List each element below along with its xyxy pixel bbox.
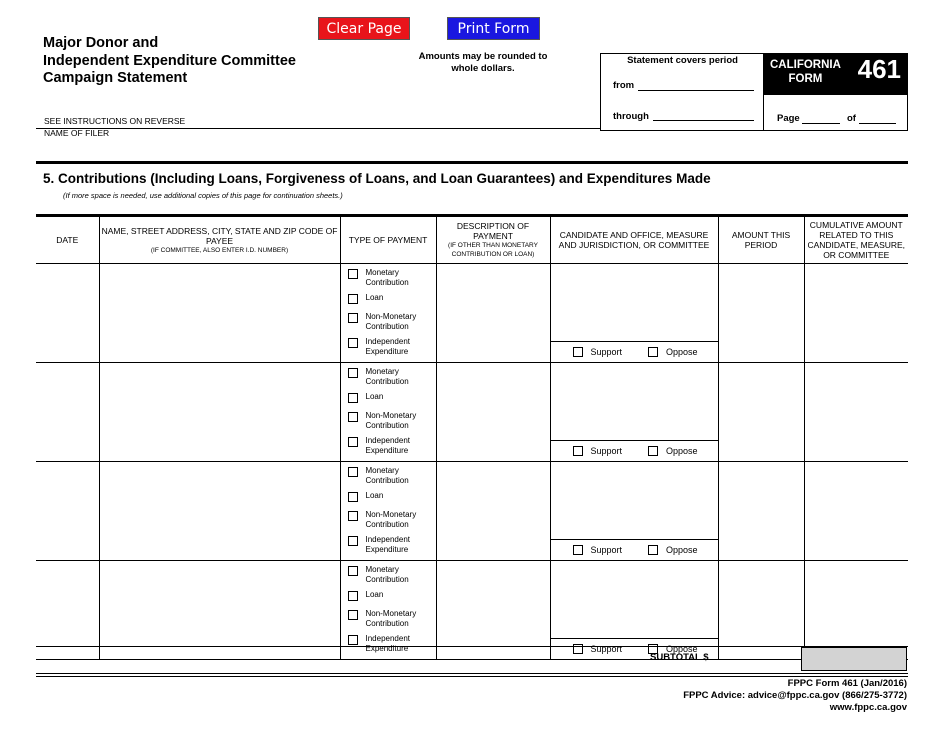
amount-field[interactable] — [718, 363, 804, 462]
option-label: Loan — [365, 392, 384, 401]
independent-expenditure-option[interactable] — [348, 337, 436, 357]
support-label: Support — [590, 347, 623, 357]
statement-period-title: Statement covers period — [627, 55, 738, 66]
cumulative-field[interactable] — [804, 561, 908, 660]
footer — [683, 678, 907, 714]
form-id-label-line-1: CALIFORNIA — [770, 59, 841, 71]
payee-field[interactable] — [99, 561, 340, 660]
amount-field[interactable] — [718, 561, 804, 660]
monetary-contribution-option[interactable] — [348, 466, 436, 486]
payment-type-cell — [340, 363, 436, 462]
page-label: Page — [777, 113, 800, 124]
checkbox[interactable] — [348, 492, 358, 502]
support-label: Support — [590, 446, 623, 456]
oppose-checkbox[interactable] — [648, 347, 658, 357]
checkbox[interactable] — [348, 610, 358, 620]
section-divider — [36, 161, 908, 164]
footer-website[interactable]: www.fppc.ca.gov — [829, 702, 907, 713]
candidate-field[interactable] — [551, 264, 718, 337]
form-id-block — [764, 54, 907, 95]
section-title: 5. Contributions (Including Loans, Forgiveness of Loans, and Loan Guarantees) and Expenditures Made — [43, 171, 711, 186]
candidate-cell — [550, 462, 718, 561]
page-field[interactable] — [802, 123, 840, 124]
option-label: Loan — [365, 590, 384, 599]
checkbox[interactable] — [348, 467, 358, 477]
monetary-contribution-option[interactable] — [348, 367, 436, 387]
col-candidate: CANDIDATE AND OFFICE, MEASURE AND JURISDICTION, OR COMMITTEE — [550, 216, 718, 264]
monetary-contribution-option[interactable] — [348, 565, 436, 585]
table-row — [36, 363, 908, 462]
support-oppose — [551, 440, 718, 461]
cumulative-field[interactable] — [804, 462, 908, 561]
non-monetary-contribution-option[interactable] — [348, 411, 436, 431]
date-field[interactable] — [36, 363, 99, 462]
date-field[interactable] — [36, 462, 99, 561]
option-label: Monetary Contribution — [365, 268, 409, 287]
subtotal-label: SUBTOTAL $ — [650, 652, 709, 663]
checkbox[interactable] — [348, 511, 358, 521]
table-header-row — [36, 216, 908, 264]
subtotal-top-rule — [36, 646, 908, 647]
checkbox[interactable] — [348, 393, 358, 403]
support-oppose — [551, 341, 718, 362]
checkbox[interactable] — [348, 313, 358, 323]
option-label: Monetary Contribution — [365, 565, 409, 584]
subtotal-field[interactable] — [801, 647, 907, 671]
independent-expenditure-option[interactable] — [348, 436, 436, 456]
candidate-field[interactable] — [551, 462, 718, 535]
description-field[interactable] — [436, 561, 550, 660]
oppose-label: Oppose — [666, 545, 698, 555]
through-field[interactable] — [653, 120, 754, 121]
oppose-label: Oppose — [666, 446, 698, 456]
option-label: Non-Monetary Contribution — [365, 609, 417, 628]
option-label: Monetary Contribution — [365, 466, 409, 485]
statement-box — [600, 53, 908, 131]
description-field[interactable] — [436, 462, 550, 561]
option-label: Non-Monetary Contribution — [365, 510, 417, 529]
from-label: from — [613, 80, 635, 91]
see-instructions: SEE INSTRUCTIONS ON REVERSE — [44, 116, 186, 126]
payment-type-cell — [340, 264, 436, 363]
oppose-checkbox[interactable] — [648, 446, 658, 456]
form-title-line-1: Major Donor and — [43, 35, 159, 51]
checkbox[interactable] — [348, 536, 358, 546]
support-checkbox[interactable] — [573, 347, 583, 357]
table-row — [36, 264, 908, 363]
payee-field[interactable] — [99, 462, 340, 561]
non-monetary-contribution-option[interactable] — [348, 510, 436, 530]
support-label: Support — [590, 644, 623, 654]
footer-form-version: FPPC Form 461 (Jan/2016) — [787, 678, 907, 689]
oppose-checkbox[interactable] — [648, 545, 658, 555]
col-description — [436, 216, 550, 264]
col-date: DATE — [36, 216, 99, 264]
form-title-line-3: Campaign Statement — [43, 70, 188, 86]
col-cumulative: CUMULATIVE AMOUNT RELATED TO THIS CANDIDATE, MEASURE, OR COMMITTEE — [804, 216, 908, 264]
option-label: Independent Expenditure — [365, 436, 410, 455]
subtotal-double-rule — [36, 676, 908, 677]
non-monetary-contribution-option[interactable] — [348, 609, 436, 629]
table-row — [36, 561, 908, 660]
candidate-cell — [550, 264, 718, 363]
date-field[interactable] — [36, 264, 99, 363]
print-form-button[interactable]: Print Form — [447, 17, 540, 40]
loan-option[interactable] — [348, 392, 436, 406]
col-name-label: NAME, STREET ADDRESS, CITY, STATE AND ZIP CODE OF PAYEE — [101, 225, 338, 246]
option-label: Independent Expenditure — [365, 337, 410, 356]
form-id-label-line-2: FORM — [788, 73, 823, 85]
support-checkbox[interactable] — [573, 446, 583, 456]
description-field[interactable] — [436, 264, 550, 363]
support-oppose — [551, 539, 718, 560]
statement-period — [601, 54, 764, 130]
payee-field[interactable] — [99, 363, 340, 462]
checkbox[interactable] — [348, 294, 358, 304]
col-amount: AMOUNT THIS PERIOD — [718, 216, 804, 264]
option-label: Independent Expenditure — [365, 535, 410, 554]
support-checkbox[interactable] — [573, 545, 583, 555]
name-of-filer-field[interactable] — [36, 128, 600, 129]
description-field[interactable] — [436, 363, 550, 462]
oppose-label: Oppose — [666, 644, 698, 654]
checkbox[interactable] — [348, 591, 358, 601]
section-note: (If more space is needed, use additional copies of this page for continuation sheets.) — [63, 191, 343, 200]
candidate-cell — [550, 363, 718, 462]
checkbox[interactable] — [348, 338, 358, 348]
form-id-label — [770, 58, 841, 86]
col-type: TYPE OF PAYMENT — [340, 216, 436, 264]
loan-option[interactable] — [348, 491, 436, 505]
clear-page-button[interactable]: Clear Page — [318, 17, 410, 40]
table-row — [36, 462, 908, 561]
option-label: Monetary Contribution — [365, 367, 409, 386]
of-field[interactable] — [859, 123, 896, 124]
rounding-note: Amounts may be rounded to whole dollars. — [418, 51, 548, 74]
candidate-field[interactable] — [551, 561, 718, 634]
checkbox[interactable] — [348, 269, 358, 279]
col-description-sub: (IF OTHER THAN MONETARY CONTRIBUTION OR LOAN) — [448, 242, 538, 258]
option-label: Loan — [365, 293, 384, 302]
support-label: Support — [590, 545, 623, 555]
cumulative-field[interactable] — [804, 264, 908, 363]
independent-expenditure-option[interactable] — [348, 535, 436, 555]
amount-field[interactable] — [718, 264, 804, 363]
col-description-label: DESCRIPTION OF PAYMENT — [456, 221, 530, 241]
option-label: Loan — [365, 491, 384, 500]
form-number: 461 — [857, 54, 901, 84]
payee-field[interactable] — [99, 264, 340, 363]
candidate-field[interactable] — [551, 363, 718, 436]
from-field[interactable] — [638, 90, 754, 91]
cumulative-field[interactable] — [804, 363, 908, 462]
option-label: Non-Monetary Contribution — [365, 411, 417, 430]
loan-option[interactable] — [348, 293, 436, 307]
contributions-table — [36, 214, 908, 660]
col-name-sub: (IF COMMITTEE, ALSO ENTER I.D. NUMBER) — [150, 246, 289, 254]
payment-type-cell — [340, 462, 436, 561]
monetary-contribution-option[interactable] — [348, 268, 436, 288]
payment-type-cell — [340, 561, 436, 660]
form-title — [43, 35, 296, 88]
loan-option[interactable] — [348, 590, 436, 604]
of-label: of — [847, 113, 856, 124]
footer-advice: FPPC Advice: advice@fppc.ca.gov (866/275-3772) — [683, 690, 907, 701]
option-label: Non-Monetary Contribution — [365, 312, 417, 331]
checkbox[interactable] — [348, 635, 358, 645]
checkbox[interactable] — [348, 566, 358, 576]
name-of-filer-label: NAME OF FILER — [44, 128, 110, 138]
checkbox[interactable] — [348, 412, 358, 422]
checkbox[interactable] — [348, 368, 358, 378]
date-field[interactable] — [36, 561, 99, 660]
checkbox[interactable] — [348, 437, 358, 447]
form-title-line-2: Independent Expenditure Committee — [43, 52, 296, 69]
subtotal-bottom-rule — [36, 673, 908, 674]
amount-field[interactable] — [718, 462, 804, 561]
candidate-cell — [550, 561, 718, 660]
independent-expenditure-option[interactable] — [348, 634, 436, 654]
option-label: Independent Expenditure — [365, 634, 410, 653]
through-label: through — [613, 111, 649, 122]
oppose-label: Oppose — [666, 347, 698, 357]
col-name — [99, 216, 340, 264]
non-monetary-contribution-option[interactable] — [348, 312, 436, 332]
